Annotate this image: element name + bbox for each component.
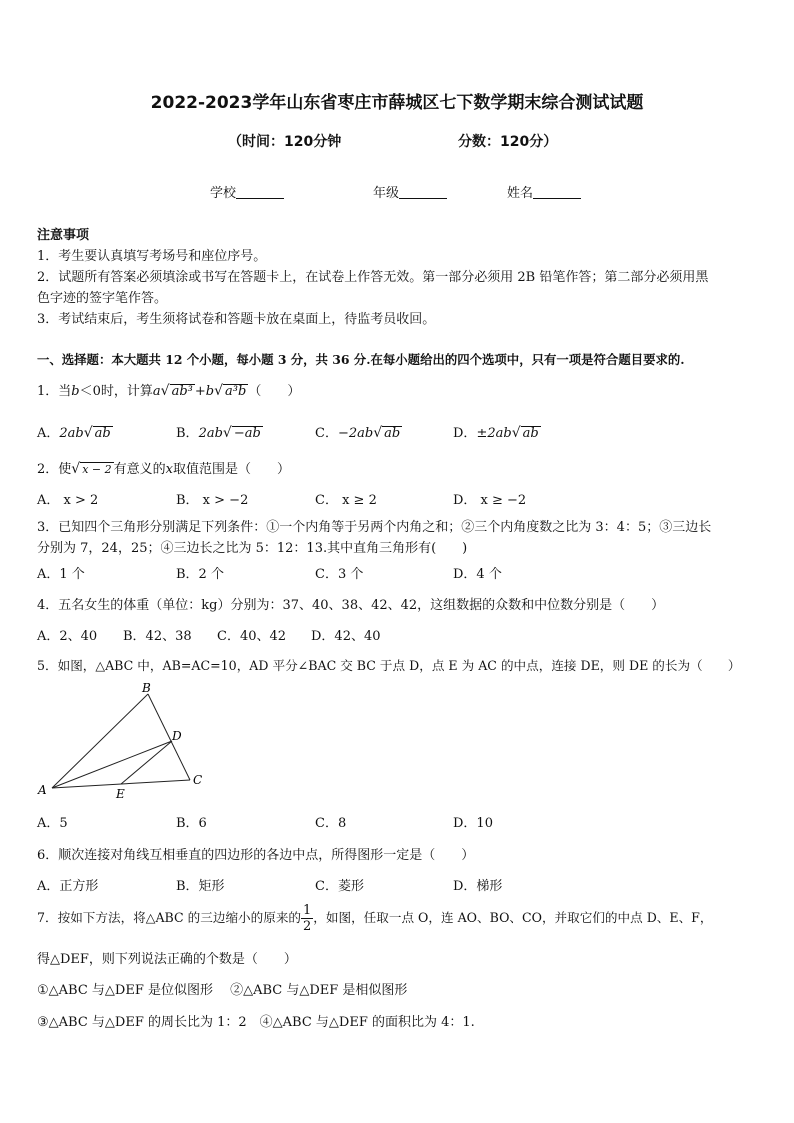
q7-statement: ①△ABC 与△DEF 是位似图形 ②△ABC 与△DEF 是相似图形 (37, 983, 408, 998)
notice-item: 1．考生要认真填写考场号和座位序号。 (37, 249, 267, 264)
q4-option-a[interactable]: A．2、40 (37, 629, 98, 644)
q6-option-c[interactable]: C．菱形 (315, 879, 364, 894)
question-1: 1．当b＜0时，计算a√ ab³ +b√ a³b （ ） (37, 383, 301, 399)
exam-time: （时间：120分钟 (228, 134, 342, 150)
fraction-half: $\frac{1}{2}$ (303, 903, 312, 934)
q1-option-a[interactable]: A．2ab√ ab (37, 425, 111, 441)
question-3-line: 分别为 7，24，25；④三边长之比为 5：12：13.其中直角三角形有( ) (37, 541, 468, 556)
notice-item: 3．考试结束后，考生须将试卷和答题卡放在桌面上，待监考员收回。 (37, 312, 436, 327)
section-heading: 一、选择题：本大题共 12 个小题，每小题 3 分，共 36 分.在每小题给出的四个选项中，只有一项是符合题目要求的. (37, 352, 685, 367)
grade-label: 年级 (373, 186, 400, 201)
grade-blank[interactable] (399, 186, 447, 199)
q2-option-d[interactable]: D． x ≥ −2 (453, 493, 527, 508)
label-e: E (116, 787, 125, 801)
school-field[interactable] (210, 182, 284, 201)
label-b: B (142, 681, 151, 695)
exam-score: 分数：120分） (458, 134, 558, 150)
name-label: 姓名 (507, 186, 534, 201)
q4-option-b[interactable]: B．42、38 (123, 629, 192, 644)
triangle-figure (30, 680, 220, 805)
notice-item: 色字迹的签字笔作答。 (37, 291, 168, 306)
q5-option-d[interactable]: D．10 (453, 816, 493, 831)
q6-option-d[interactable]: D．梯形 (453, 879, 503, 894)
q3-option-d[interactable]: D．4 个 (453, 567, 502, 582)
q2-option-c[interactable]: C． x ≥ 2 (315, 493, 377, 508)
question-5: 5．如图，△ABC 中，AB=AC=10，AD 平分∠BAC 交 BC 于点 D，点 E 为 AC 的中点，连接 DE，则 DE 的长为（ ） (37, 658, 741, 673)
label-c: C (193, 773, 203, 787)
q3-option-b[interactable]: B．2 个 (176, 567, 224, 582)
q3-option-c[interactable]: C．3 个 (315, 567, 364, 582)
question-7: 7．按如下方法，将△ABC 的三边缩小的原来的 $\frac{1}{2}$ ，如图，任取一点 O，连 AO、BO、CO，并取它们的中点 D、E、F， (37, 903, 713, 934)
segment-de (121, 741, 172, 784)
question-3-line: 3．已知四个三角形分别满足下列条件：①一个内角等于另两个内角之和；②三个内角度数之比为 3：4：5；③三边长 (37, 520, 712, 535)
q2-option-a[interactable]: A． x > 2 (37, 493, 99, 508)
q7-statement: ③△ABC 与△DEF 的周长比为 1：2 ④△ABC 与△DEF 的面积比为 4：1. (37, 1015, 475, 1030)
q4-option-d[interactable]: D．42、40 (311, 629, 381, 644)
notice-heading: 注意事项 (37, 228, 90, 243)
q4-option-c[interactable]: C．40、42 (217, 629, 287, 644)
q1-option-d[interactable]: D．±2ab√ ab (453, 425, 539, 441)
page-title: 2022-2023学年山东省枣庄市薛城区七下数学期末综合测试试题 (150, 93, 644, 113)
q5-option-a[interactable]: A．5 (37, 816, 68, 831)
notice-item: 2．试题所有答案必须填涂或书写在答题卡上，在试卷上作答无效。第一部分必须用 2B 铅笔作答；第二部分必须用黑 (37, 270, 709, 285)
segment-bc (148, 694, 190, 780)
q5-option-c[interactable]: C．8 (315, 816, 347, 831)
q1-option-b[interactable]: B．2ab√ −ab (176, 425, 261, 441)
q6-option-b[interactable]: B．矩形 (176, 879, 225, 894)
q5-option-b[interactable]: B．6 (176, 816, 207, 831)
label-a: A (38, 783, 47, 797)
question-4: 4．五名女生的体重（单位：kg）分别为：37、40、38、42、42，这组数据的众数和中位数分别是（ ） (37, 598, 665, 613)
label-d: D (172, 729, 182, 743)
school-label: 学校 (210, 186, 237, 201)
segment-ad (52, 741, 172, 788)
question-2: 2．使√ x − 2 有意义的x取值范围是（ ） (37, 461, 290, 477)
name-field[interactable] (507, 182, 581, 201)
question-7-line: 得△DEF，则下列说法正确的个数是（ ） (37, 952, 297, 967)
q6-option-a[interactable]: A．正方形 (37, 879, 99, 894)
q1-option-c[interactable]: C．−2ab√ ab (315, 425, 401, 441)
name-blank[interactable] (533, 186, 581, 199)
school-blank[interactable] (236, 186, 284, 199)
q3-option-a[interactable]: A．1 个 (37, 567, 85, 582)
question-6: 6．顺次连接对角线互相垂直的四边形的各边中点，所得图形一定是（ ） (37, 848, 475, 863)
q2-option-b[interactable]: B． x > −2 (176, 493, 249, 508)
grade-field[interactable] (373, 182, 447, 201)
